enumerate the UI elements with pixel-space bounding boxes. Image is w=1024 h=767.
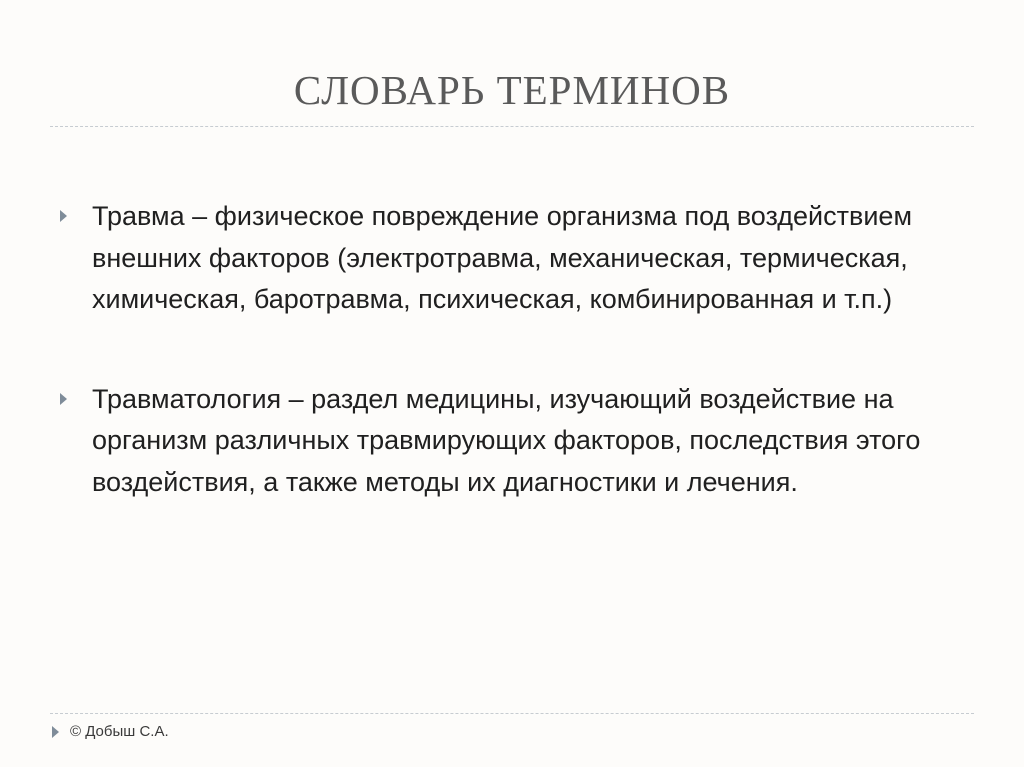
list-item <box>55 379 955 504</box>
definition-trauma: Травма – физическое повреждение организма под воздействием внешних факторов (электротравма, механическая, термическая, химическая, баротравма, психическая, комбинированная и т.п.) <box>92 201 913 314</box>
triangle-bullet-icon <box>60 393 67 405</box>
triangle-bullet-icon <box>52 726 59 738</box>
author-credit: © Добыш С.А. <box>70 723 169 740</box>
title-divider <box>50 126 974 127</box>
definition-traumatology: Травматология – раздел медицины, изучающий воздействие на организм различных травмирующих факторов, последствия этого воздействия, а также методы их диагностики и лечения. <box>92 383 921 497</box>
list-item <box>55 196 955 321</box>
slide-title: СЛОВАРЬ ТЕРМИНОВ <box>293 67 731 113</box>
definitions-list <box>55 196 955 503</box>
footer-divider <box>50 713 974 714</box>
slide-footer <box>52 723 169 740</box>
triangle-bullet-icon <box>60 210 67 222</box>
